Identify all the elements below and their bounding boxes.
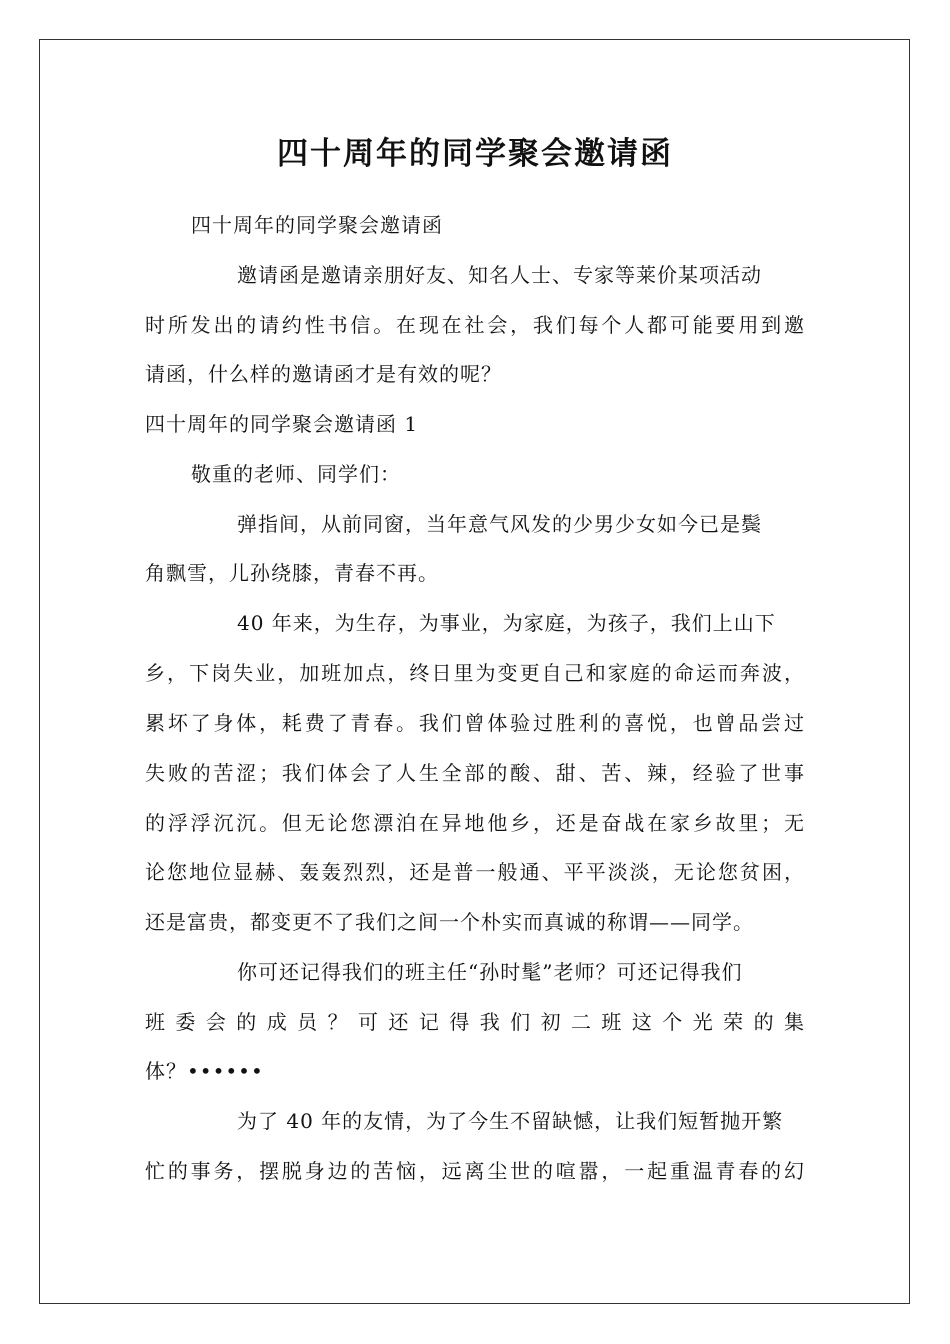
para2-line-5: 的浮浮沉沉。但无论您漂泊在异地他乡，还是奋战在家乡故里；无	[145, 811, 805, 835]
intro-line-3: 请函，什么样的邀请函才是有效的呢？	[145, 362, 502, 386]
para4-line-2: 忙的事务，摆脱身边的苦恼，远离尘世的喧嚣，一起重温青春的幻	[145, 1159, 805, 1183]
para1-line-2: 角飘雪，儿孙绕膝，青春不再。	[145, 561, 439, 585]
para1-line-1: 弹指间，从前同窗，当年意气风发的少男少女如今已是鬓	[237, 512, 762, 536]
intro-line-2: 时所发出的请约性书信。在现在社会，我们每个人都可能要用到邀	[145, 313, 805, 337]
para4-line-1: 为了 40 年的友情，为了今生不留缺憾，让我们短暂抛开繁	[237, 1109, 784, 1133]
para2-line-2: 乡，下岗失业，加班加点，终日里为变更自己和家庭的命运而奔波，	[145, 661, 805, 685]
para2-line-7: 还是富贵，都变更不了我们之间一个朴实而真诚的称谓——同学。	[145, 910, 754, 934]
para3-line-2: 班委会的成员？可还记得我们初二班这个光荣的集	[145, 1010, 805, 1034]
para2-line-6: 论您地位显赫、轰轰烈烈，还是普一般通、平平淡淡，无论您贫困，	[145, 860, 805, 884]
para2-line-3: 累坏了身体，耗费了青春。我们曾体验过胜利的喜悦，也曾品尝过	[145, 711, 805, 735]
para2-line-1: 40 年来，为生存，为事业，为家庭，为孩子，我们上山下	[237, 611, 776, 635]
para3-line-1: 你可还记得我们的班主任“孙时髦”老师？可还记得我们	[237, 960, 743, 984]
document-subtitle: 四十周年的同学聚会邀请函	[191, 213, 443, 237]
section-heading: 四十周年的同学聚会邀请函 1	[145, 412, 419, 436]
document-title: 四十周年的同学聚会邀请函	[277, 136, 673, 172]
para2-line-4: 失败的苦涩；我们体会了人生全部的酸、甜、苦、辣，经验了世事	[145, 761, 805, 785]
salutation: 敬重的老师、同学们：	[191, 462, 401, 486]
intro-line-1: 邀请函是邀请亲朋好友、知名人士、专家等莱价某项活动	[237, 263, 762, 287]
para3-line-3: 体？••••••	[145, 1059, 264, 1083]
